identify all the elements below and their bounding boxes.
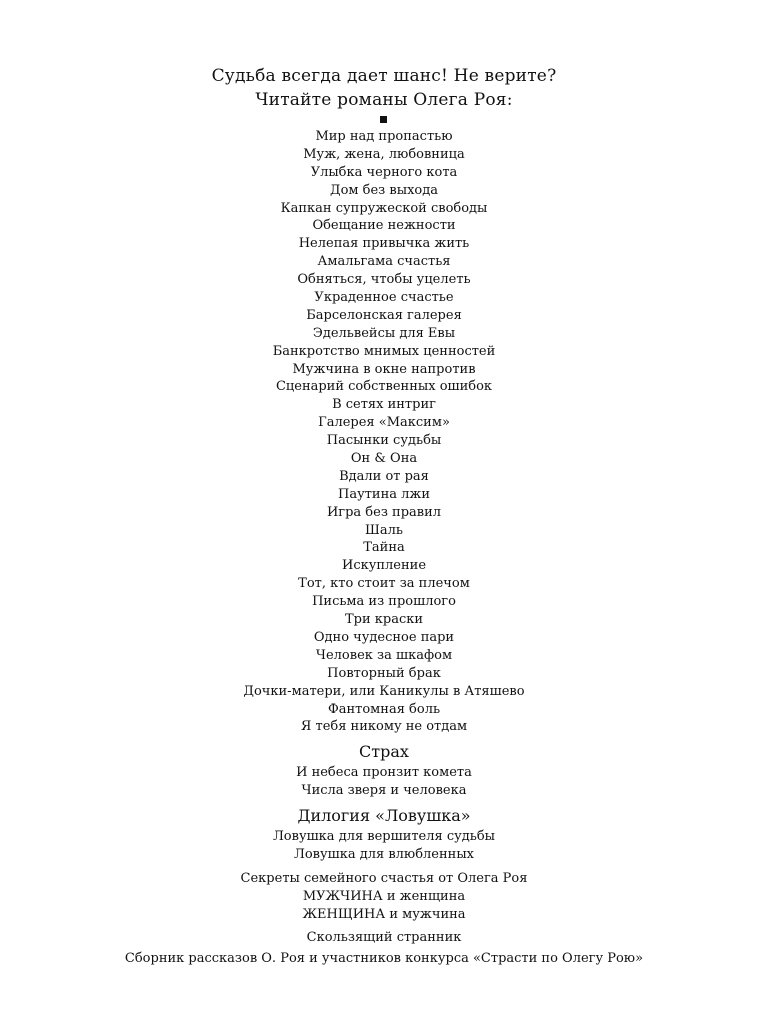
list-item: Амальгама счастья — [317, 254, 451, 270]
list-item: Капкан супружеской свободы — [280, 200, 488, 216]
list-item: Одно чудесное пари — [313, 629, 455, 645]
header-line-2: Читайте романы Олега Роя: — [255, 90, 513, 110]
list-item: Ловушка для вершителя судьбы — [272, 829, 496, 844]
list-item: Тайна — [363, 540, 405, 556]
square-bullet-icon — [380, 116, 387, 123]
list-item: ЖЕНЩИНА и мужчина — [302, 907, 466, 922]
list-item: Дом без выхода — [330, 182, 438, 198]
list-item: Ловушка для влюбленных — [293, 847, 474, 862]
list-item: Банкротство мнимых ценностей — [272, 343, 496, 359]
list-item: Украденное счастье — [314, 290, 454, 306]
dilogy-list — [0, 828, 768, 864]
strakh-series-title: Страх — [359, 742, 409, 761]
stranger-title: Скользящий странник — [306, 930, 462, 945]
list-item: Муж, жена, любовница — [303, 146, 465, 162]
dilogy-title: Дилогия «Ловушка» — [297, 806, 471, 825]
strakh-series-list — [0, 764, 768, 800]
list-item: Обещание нежности — [312, 218, 456, 234]
list-item: И небеса пронзит комета — [296, 765, 472, 780]
novels-list — [0, 128, 768, 736]
list-item: Мужчина в окне напротив — [292, 361, 476, 377]
list-item: Я тебя никому не отдам — [300, 719, 468, 735]
secrets-title: Секреты семейного счастья от Олега Роя — [240, 871, 528, 886]
list-item: Шаль — [365, 522, 403, 538]
secrets-list — [0, 888, 768, 924]
list-item: Барселонская галерея — [306, 307, 462, 323]
list-item: Три краски — [344, 612, 424, 628]
list-item: Улыбка черного кота — [310, 164, 458, 180]
list-item: МУЖЧИНА и женщина — [302, 889, 466, 904]
list-item: Эдельвейсы для Евы — [312, 325, 456, 341]
list-item: Фантомная боль — [327, 701, 441, 717]
header-line-1: Судьба всегда дает шанс! Не верите? — [211, 66, 557, 86]
list-item: Паутина лжи — [337, 486, 431, 502]
list-item: Дочки-матери, или Каникулы в Атяшево — [243, 683, 525, 699]
list-item: Числа зверя и человека — [301, 783, 467, 798]
list-item: Письма из прошлого — [312, 594, 456, 610]
list-item: Человек за шкафом — [315, 647, 453, 663]
list-item: Пасынки судьбы — [326, 433, 442, 449]
list-item: Тот, кто стоит за плечом — [298, 576, 470, 592]
list-item: В сетях интриг — [332, 397, 436, 413]
collection-title: Сборник рассказов О. Роя и участников конкурса «Страсти по Олегу Рою» — [124, 951, 644, 966]
list-item: Сценарий собственных ошибок — [275, 379, 493, 395]
list-item: Вдали от рая — [339, 468, 429, 484]
list-item: Он & Она — [350, 451, 418, 467]
list-item: Игра без правил — [326, 504, 442, 520]
list-item: Искупление — [341, 558, 427, 574]
list-item: Галерея «Максим» — [318, 415, 450, 431]
list-item: Нелепая привычка жить — [298, 236, 470, 252]
list-item: Мир над пропастью — [315, 129, 453, 144]
list-item: Обняться, чтобы уцелеть — [297, 272, 471, 288]
list-item: Повторный брак — [327, 665, 441, 681]
